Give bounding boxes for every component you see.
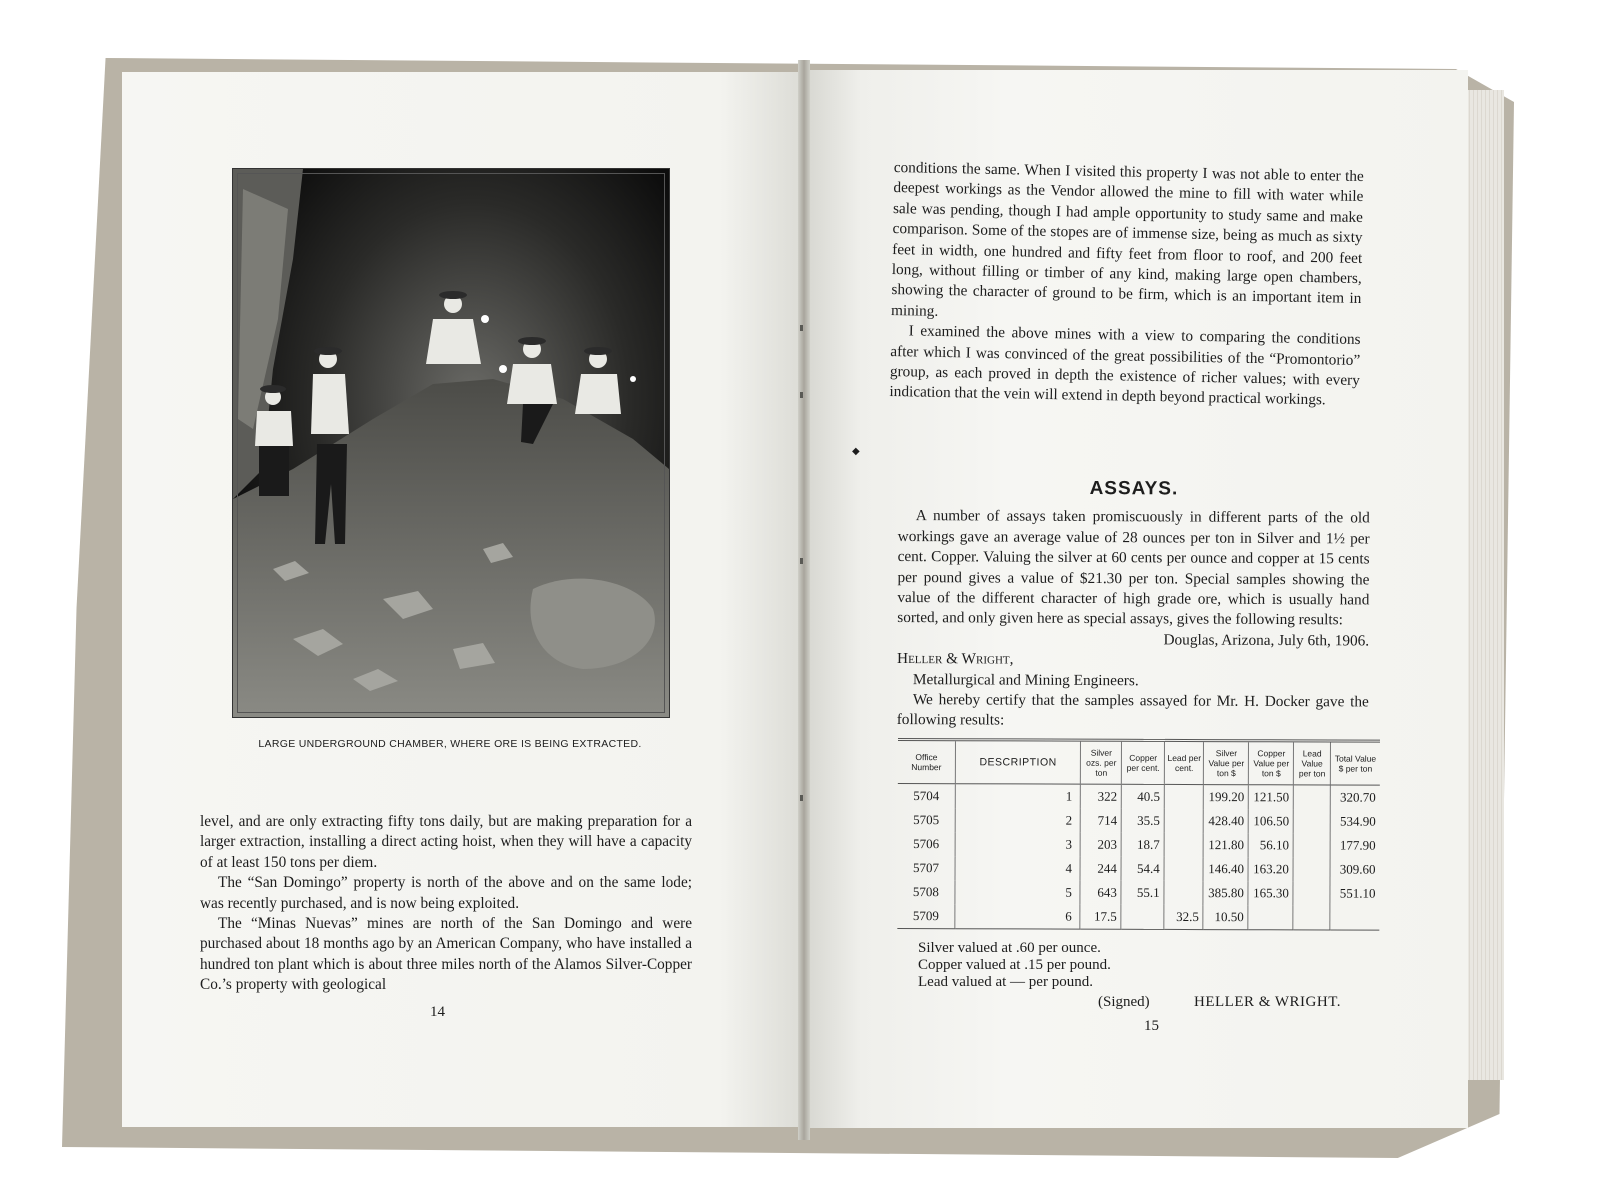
assay-results-table xyxy=(897,738,1380,931)
paragraph: I examined the above mines with a view to comparing the conditions after which I was convinced of the great possibilities of the “Promontorio” group, as each proved in depth the existence of richer values; with every indication that the vein will extend in depth beyond practical workings. xyxy=(889,322,1361,409)
binding-stitch xyxy=(800,392,803,398)
col-copper-pct: Copper per cent. xyxy=(1122,740,1165,784)
paragraph: The “Minas Nuevas” mines are north of the San Domingo and were purchased about 18 months ago by an American Company, who have installed a hundred ton plant which is about three miles north of the Alamos Silver-Copper Co.’s property with geological xyxy=(200,915,692,994)
book-gutter xyxy=(798,60,810,1140)
cell-office: 5706 xyxy=(913,836,940,852)
binding-stitch xyxy=(800,795,803,801)
cell-silver-val: 199.20 xyxy=(1204,785,1249,810)
left-page-body xyxy=(200,812,692,996)
table-row xyxy=(898,856,1380,882)
signature-firm: HELLER & WRIGHT. xyxy=(1194,994,1342,1010)
signature-block xyxy=(1098,994,1368,1011)
cell-copper-val: 56.10 xyxy=(1249,833,1294,857)
table-row xyxy=(898,832,1380,858)
page-number-left: 14 xyxy=(430,1004,445,1020)
cell-silver-oz: 714 xyxy=(1081,809,1122,833)
cell-lead-val xyxy=(1294,809,1331,833)
cell-desc: 2 xyxy=(955,808,1081,832)
firm-subtitle: Metallurgical and Mining Engineers. xyxy=(912,670,1139,689)
note-line: Lead valued at — per pound. xyxy=(918,974,1093,990)
cell-total-val: 309.60 xyxy=(1330,858,1380,882)
cell-copper-val: 165.30 xyxy=(1248,881,1293,905)
table-row xyxy=(898,808,1380,834)
mine-chamber-photo xyxy=(232,168,670,718)
table-row xyxy=(897,904,1379,930)
margin-mark: ◆ xyxy=(852,446,860,457)
cell-office: 5708 xyxy=(912,884,939,900)
note-line: Copper valued at .15 per pound. xyxy=(918,957,1111,973)
page-edges xyxy=(1466,90,1504,1080)
cell-copper-val: 106.50 xyxy=(1249,809,1294,833)
cell-silver-val: 121.80 xyxy=(1204,833,1249,857)
cell-lead-pct xyxy=(1164,857,1203,881)
cell-copper-pct: 40.5 xyxy=(1122,784,1165,809)
cell-lead-pct xyxy=(1164,833,1203,857)
cell-silver-oz: 322 xyxy=(1081,784,1122,809)
binding-stitch xyxy=(800,325,803,331)
cell-copper-pct xyxy=(1121,905,1164,930)
cell-copper-val: 121.50 xyxy=(1249,785,1294,810)
cell-desc: 1 xyxy=(955,784,1081,809)
cell-copper-val xyxy=(1248,905,1293,930)
cell-copper-pct: 55.1 xyxy=(1121,881,1164,905)
right-page-body xyxy=(889,158,1364,412)
col-lead-value: Lead Value per ton xyxy=(1294,741,1331,785)
photo-caption: LARGE UNDERGROUND CHAMBER, WHERE ORE IS BEING EXTRACTED. xyxy=(258,738,642,750)
cell-silver-val: 385.80 xyxy=(1203,881,1248,905)
cell-copper-pct: 35.5 xyxy=(1122,809,1165,833)
cell-desc: 6 xyxy=(955,904,1081,929)
binding-stitch xyxy=(800,558,803,564)
cell-lead-pct xyxy=(1164,809,1203,833)
cell-office: 5707 xyxy=(913,860,940,876)
cell-silver-oz: 17.5 xyxy=(1080,905,1121,930)
cell-total-val: 551.10 xyxy=(1330,882,1380,906)
table-row xyxy=(897,880,1379,906)
table-header-row xyxy=(898,740,1380,786)
cell-desc: 4 xyxy=(955,856,1081,880)
cell-desc: 3 xyxy=(955,832,1081,856)
cell-office: 5705 xyxy=(913,812,940,828)
cell-office: 5709 xyxy=(897,904,955,929)
cell-copper-pct: 54.4 xyxy=(1121,857,1164,881)
cell-office: 5704 xyxy=(913,788,940,804)
paragraph: The “San Domingo” property is north of the above and on the same lode; was recently purchased, and is now being exploited. xyxy=(200,874,692,912)
certification-text: We hereby certify that the samples assayed for Mr. H. Docker gave the following results: xyxy=(896,691,1369,730)
cell-total-val: 177.90 xyxy=(1330,834,1380,858)
paragraph: conditions the same. When I visited this property I was not able to enter the deepest workings as the Vendor allowed the mine to fill with water while sale was pending, though I had ample opportunity to study same and make comparison. Some of the stopes are of immense size, being as much as sixty feet in width, one hundred and fifty feet from floor to roof, and 200 feet long, without filling or timber of any kind, making large open chambers, showing the character of ground to be firm, which is an important item in mining. xyxy=(890,158,1364,320)
col-copper-value: Copper Value per ton $ xyxy=(1249,741,1294,785)
cell-silver-oz: 244 xyxy=(1080,857,1121,881)
col-lead-pct: Lead per cent. xyxy=(1165,740,1204,784)
cell-lead-val xyxy=(1293,881,1330,905)
firm-name: Heller & Wright, xyxy=(897,650,1014,668)
cell-lead-pct: 32.5 xyxy=(1164,905,1203,930)
col-description: DESCRIPTION xyxy=(955,740,1081,784)
assays-paragraph: A number of assays taken promiscuously in different parts of the old workings gave an average value of 28 ounces per ton in Silver and 1½ per cent. Copper. Valuing the silver at 60 cents per ounce and copper at 15 cents per pound gives a value of $21.30 per ton. Special samples showing the value of the different character of high grade ore, which is usually hand sorted, and only given here as special assays, gives the following results: xyxy=(897,507,1370,629)
col-total-value: Total Value $ per ton xyxy=(1330,741,1380,785)
col-silver-value: Silver Value per ton $ xyxy=(1204,741,1249,785)
cell-silver-val: 146.40 xyxy=(1203,857,1248,881)
cell-total-val xyxy=(1330,906,1380,931)
cell-total-val: 320.70 xyxy=(1330,785,1380,810)
cell-lead-val xyxy=(1294,785,1331,810)
cell-copper-pct: 18.7 xyxy=(1121,833,1164,857)
assays-heading: ASSAYS. xyxy=(1089,478,1179,500)
dateline: Douglas, Arizona, July 6th, 1906. xyxy=(1163,631,1370,650)
cell-silver-val: 428.40 xyxy=(1204,809,1249,833)
cell-lead-val xyxy=(1293,857,1330,881)
col-silver-ozs: Silver ozs. per ton xyxy=(1081,740,1122,784)
cell-lead-val xyxy=(1293,905,1330,930)
signed-label: (Signed) xyxy=(1098,994,1150,1010)
page-number-right: 15 xyxy=(1144,1018,1159,1034)
assays-section xyxy=(897,478,1370,733)
paragraph: level, and are only extracting fifty tons daily, but are making preparation for a larger extraction, installing a direct acting hoist, when they will have a capacity of at least 150 tons per diem. xyxy=(200,813,692,871)
cell-lead-pct xyxy=(1164,784,1203,809)
cell-silver-oz: 643 xyxy=(1080,881,1121,905)
valuation-notes xyxy=(918,940,1368,991)
cell-lead-val xyxy=(1293,833,1330,857)
cell-total-val: 534.90 xyxy=(1330,810,1380,834)
col-office-number: Office Number xyxy=(898,740,956,784)
cell-desc: 5 xyxy=(955,880,1081,904)
note-line: Silver valued at .60 per ounce. xyxy=(918,940,1101,956)
table-row xyxy=(898,783,1380,809)
cell-silver-oz: 203 xyxy=(1081,833,1122,857)
cell-silver-val: 10.50 xyxy=(1203,905,1248,930)
cell-lead-pct xyxy=(1164,881,1203,905)
cell-copper-val: 163.20 xyxy=(1248,857,1293,881)
